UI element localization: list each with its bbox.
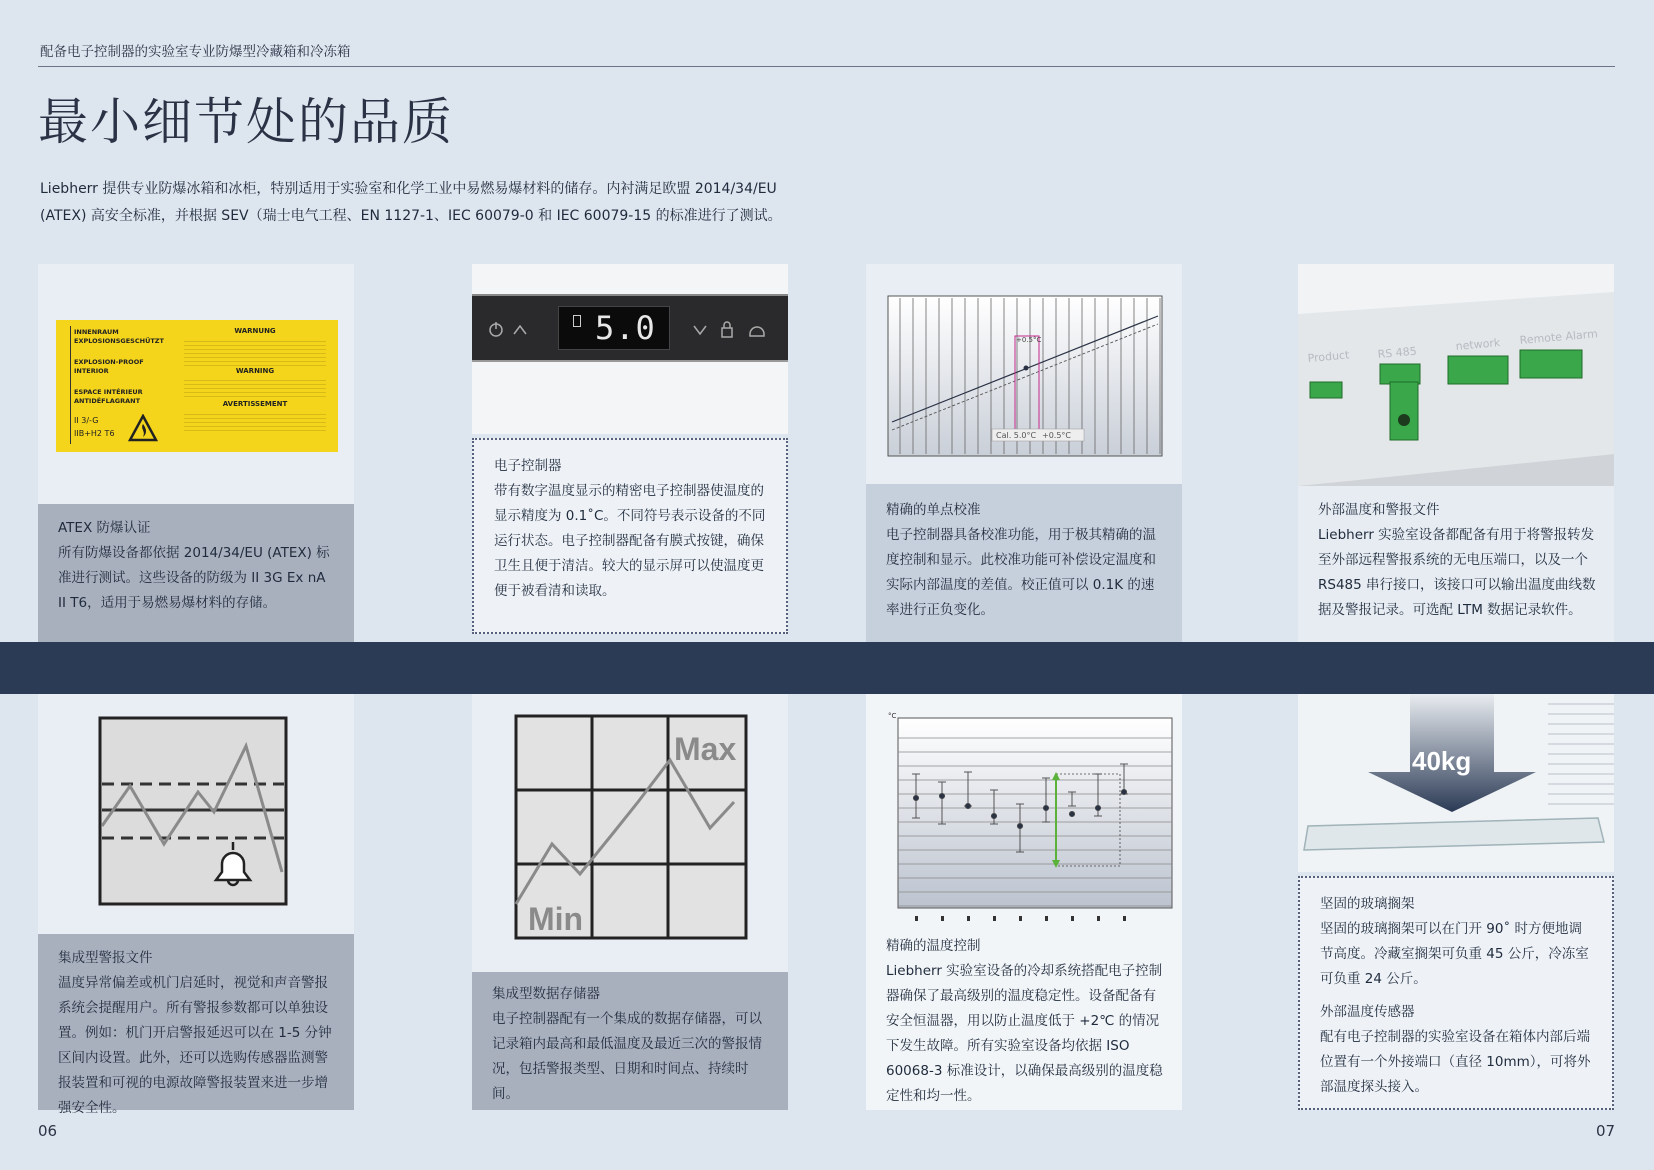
interface-ports-image — [1298, 264, 1614, 486]
controller-image — [472, 264, 788, 434]
interface-heading: 外部温度和警报文件 — [1318, 502, 1440, 518]
alarm-text-panel — [38, 934, 354, 1116]
mean-point — [1017, 823, 1022, 828]
port-label-network: network — [1455, 336, 1501, 353]
memory-text-panel — [472, 972, 788, 1110]
glass-shelf-illustration — [1298, 694, 1614, 872]
label-line: INTERIOR — [74, 367, 109, 375]
calibration-heading: 精确的单点校准 — [886, 502, 981, 518]
x-tick — [1097, 916, 1100, 921]
glass-shelf-image — [1298, 694, 1614, 872]
port-label-rs485: RS 485 — [1377, 344, 1418, 361]
glass-text-panel — [1298, 876, 1614, 1110]
x-tick — [1019, 916, 1022, 921]
mean-point — [939, 793, 944, 798]
cal-plus-label: +0.5°C — [1042, 431, 1072, 440]
temperature-display — [558, 306, 670, 350]
glass-heading: 坚固的玻璃搁架 — [1320, 896, 1415, 912]
x-tick — [967, 916, 970, 921]
x-tick — [993, 916, 996, 921]
page-number-right: 07 — [1596, 1122, 1616, 1140]
atex-warning-label — [56, 320, 338, 452]
alarm-body: 温度异常偏差或机门启延时，视觉和声音警报系统会提醒用户。所有警报参数都可以单独设置。例如：机门开启警报延迟可以在 1-5 分钟区间内设置。此外，还可以选购传感器监测警报装置和可视的电源故障警报装置来进一步增强安全性。 — [58, 975, 332, 1116]
page-title: 最小细节处的品质 — [38, 93, 454, 151]
tempcontrol-chart-image — [866, 694, 1182, 930]
ex-marking: II 3/-G — [74, 416, 99, 425]
memory-body: 电子控制器配有一个集成的数据存储器，可以记录箱内最高和最低温度及最近三次的警报情况，包括警报类型、日期和时间点、持续时间。 — [492, 1011, 762, 1102]
svg-text:°C: °C — [888, 712, 897, 720]
ports-illustration — [1298, 264, 1614, 486]
section-kicker: 配备电子控制器的实验室专业防爆型冷藏箱和冷冻箱 — [40, 44, 351, 60]
x-tick — [941, 916, 944, 921]
mean-point — [913, 795, 918, 800]
label-line: INNENRAUM — [74, 328, 119, 336]
mean-point — [1121, 789, 1126, 794]
sensor-heading: 外部温度传感器 — [1320, 1004, 1415, 1020]
alarm-bell-icon — [750, 327, 764, 336]
atex-text-panel — [38, 504, 354, 642]
calibration-chart-image — [866, 264, 1182, 484]
display-value: 5.0 — [595, 309, 656, 347]
x-tick — [1123, 916, 1126, 921]
tempcontrol-text-panel — [866, 930, 1182, 1110]
connector-product — [1310, 382, 1342, 398]
mean-point — [1069, 811, 1074, 816]
glass-body: 坚固的玻璃搁架可以在门开 90˚ 时方便地调节高度。冷藏室搁架可负重 45 公斤，冷冻室可负重 24 公斤。 — [1320, 921, 1589, 987]
controller-heading: 电子控制器 — [494, 458, 562, 474]
chevron-down-icon — [694, 326, 706, 334]
tempcontrol-heading: 精确的温度控制 — [886, 938, 981, 954]
x-tick — [1045, 916, 1048, 921]
divider-band — [0, 642, 1654, 694]
tempcontrol-chart — [866, 694, 1182, 930]
page-number-left: 06 — [38, 1122, 58, 1140]
label-line: ANTIDÉFLAGRANT — [74, 397, 141, 405]
setting-icon — [573, 315, 581, 327]
atex-body: 所有防爆设备都依据 2014/34/EU (ATEX) 标准进行测试。这些设备的防级为 II 3G Ex nA II T6，适用于易燃易爆材料的存储。 — [58, 545, 330, 611]
gas-group-marking: IIB+H2 T6 — [74, 429, 115, 438]
minmax-chart — [472, 694, 788, 972]
sensor-body: 配有电子控制器的实验室设备在箱体内部后端位置有一个外接端口（直径 10mm），可将外部温度探头接入。 — [1320, 1029, 1591, 1095]
weight-label: 40kg — [1412, 746, 1472, 776]
calibration-point — [1024, 366, 1029, 371]
flammable-warning-icon — [128, 414, 158, 442]
tempcontrol-body: Liebherr 实验室设备的冷却系统搭配电子控制器确保了最高级别的温度稳定性。设备配备有安全恒温器，用以防止温度低于 +2℃ 的情况下发生故障。所有实验室设备均依据 ISO 60068-3 标准设计，以确保最高级别的温度稳定性和均一性。 — [886, 963, 1163, 1104]
connector-network — [1448, 356, 1508, 384]
interface-body: Liebherr 实验室设备都配备有用于将警报转发至外部远程警报系统的无电压端口，以及一个 RS485 串行接口，该接口可以输出温度曲线数据及警报记录。可选配 LTM 数据记录软件。 — [1318, 527, 1596, 618]
label-line: ESPACE INTÉRIEUR — [74, 388, 143, 396]
mean-point — [965, 803, 970, 808]
connector-rs485 — [1380, 364, 1420, 384]
mean-point — [1043, 805, 1048, 810]
memory-heading: 集成型数据存储器 — [492, 986, 600, 1002]
label-warning-fr: AVERTISSEMENT — [222, 400, 288, 408]
calibration-body: 电子控制器具备校准功能，用于极其精确的温度控制和显示。此校准功能可补偿设定温度和实际内部温度的差值。校正值可以 0.1K 的速率进行正负变化。 — [886, 527, 1156, 618]
alarm-heading: 集成型警报文件 — [58, 950, 153, 966]
header-divider — [38, 66, 1615, 67]
atex-label-image — [38, 264, 354, 504]
label-warning-en: WARNING — [235, 366, 275, 375]
chevron-up-icon — [514, 326, 526, 334]
controller-panel — [472, 294, 788, 362]
min-label: Min — [528, 901, 584, 937]
lock-icon — [722, 328, 732, 337]
minmax-illustration-image — [472, 694, 788, 972]
atex-heading: ATEX 防爆认证 — [58, 520, 151, 536]
mean-point — [1095, 805, 1100, 810]
controller-text-panel — [472, 438, 788, 634]
port-label-remote-alarm: Remote Alarm — [1519, 327, 1599, 347]
mean-point — [991, 813, 996, 818]
controller-body: 带有数字温度显示的精密电子控制器使温度的显示精度为 0.1˚C。不同符号表示设备的不同运行状态。电子控制器配备有膜式按键，确保卫生且便于清洁。较大的显示屏可以使温度更便于被看清和读取。 — [494, 483, 766, 599]
calibration-chart — [866, 264, 1182, 484]
connector-remote-alarm — [1520, 350, 1582, 378]
interface-text-panel — [1298, 486, 1614, 642]
x-tick — [1071, 916, 1074, 921]
intro-paragraph: Liebherr 提供专业防爆冰箱和冰柜，特别适用于实验室和化学工业中易燃易爆材料的储存。内衬满足欧盟 2014/34/EU (ATEX) 高安全标准，并根据 SEV（瑞士电气工程、EN 1127-1、IEC 60079-0 和 IEC 60079-15 的标准进行了测试。 — [40, 181, 782, 224]
alarm-chart — [38, 694, 354, 934]
x-tick — [915, 916, 918, 921]
alarm-illustration-image — [38, 694, 354, 934]
glass-shelf — [1304, 818, 1604, 850]
max-label: Max — [674, 731, 737, 767]
label-line: EXPLOSION-PROOF — [74, 358, 144, 366]
label-warning-de: WARNUNG — [234, 327, 276, 335]
label-line: EXPLOSIONSGESCHÜTZT — [74, 337, 164, 345]
calibration-text-panel — [866, 484, 1182, 642]
port-label-product: Product — [1307, 348, 1350, 365]
cal-plus-top: +0.5°C — [1016, 336, 1042, 344]
cal-value-label: Cal. 5.0°C — [996, 431, 1037, 440]
